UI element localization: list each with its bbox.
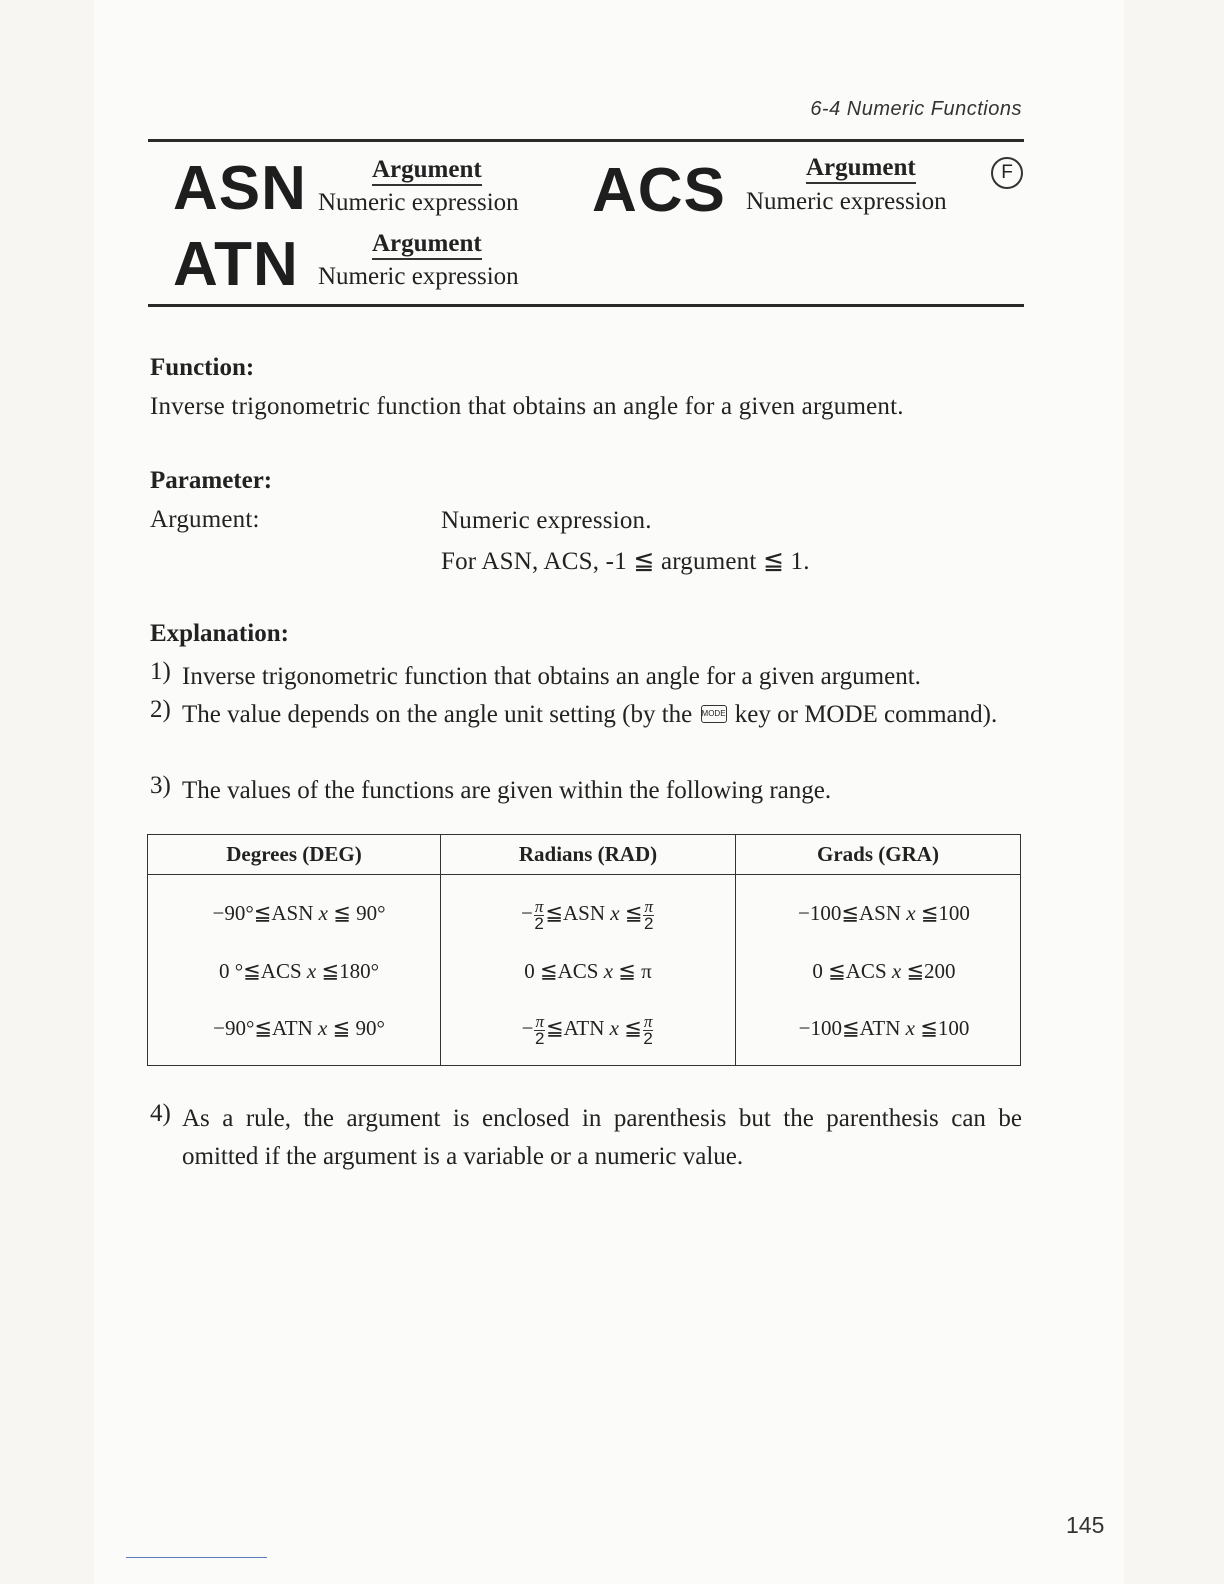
page-number: 145 (1066, 1512, 1105, 1538)
mode-f-badge-icon: F (991, 157, 1023, 189)
explanation-item-3 (150, 772, 1022, 810)
argument-label-acs: Argument (806, 154, 916, 181)
argument-desc-atn: Numeric expression (318, 263, 519, 290)
header-radians: Radians (RAD) (441, 835, 736, 875)
argument-label-atn: Argument (372, 230, 482, 257)
header-grads: Grads (GRA) (736, 835, 1021, 875)
header-rule-top (148, 139, 1024, 142)
argument-desc-asn: Numeric expression (318, 189, 519, 216)
explanation-heading: Explanation: (150, 620, 289, 647)
parameter-value-line2: For ASN, ACS, -1 ≦ argument ≦ 1. (441, 548, 810, 575)
item-number: 3) (150, 772, 171, 799)
radians-cell (441, 875, 736, 1066)
deg-asn-range: −90°≦ASN x ≦ 90° (212, 901, 386, 925)
item-number: 2) (150, 696, 171, 723)
parameter-label: Argument: (150, 506, 260, 533)
footer-line (126, 1557, 267, 1558)
function-text: Inverse trigonometric function that obtains an angle for a given argument. (150, 393, 904, 420)
deg-atn-range: −90°≦ATN x ≦ 90° (213, 1016, 385, 1040)
argument-desc-acs: Numeric expression (746, 188, 947, 215)
command-name-asn: ASN (173, 154, 307, 223)
gra-asn-range: −100≦ASN x ≦100 (798, 901, 970, 925)
function-heading: Function: (150, 354, 255, 381)
header-degrees: Degrees (DEG) (148, 835, 441, 875)
parameter-heading: Parameter: (150, 467, 273, 494)
item-number: 4) (150, 1100, 171, 1127)
parameter-value-line1: Numeric expression. (441, 507, 652, 534)
table-row (148, 875, 1021, 1066)
argument-label-asn: Argument (372, 156, 482, 183)
gra-atn-range: −100≦ATN x ≦100 (798, 1016, 970, 1040)
item-text: As a rule, the argument is enclosed in parenthesis but the parenthesis can be omitted if the argument is a variable or a numeric value. (182, 1105, 1022, 1170)
item-text: Inverse trigonometric function that obtains an angle for a given argument. (182, 663, 921, 690)
degrees-cell (148, 875, 441, 1066)
gra-acs-range: 0 ≦ACS x ≦200 (812, 958, 956, 983)
item-text-after-key: key or MODE command). (734, 701, 998, 728)
table-header-row (148, 835, 1021, 875)
explanation-item-2 (150, 696, 1022, 734)
grads-cell (736, 875, 1021, 1066)
deg-acs-range: 0 °≦ACS x ≦180° (219, 958, 379, 983)
range-table (147, 834, 1021, 1066)
rad-acs-range: 0 ≦ACS x ≦ π (524, 958, 652, 983)
rad-atn-range: − $\frac{\pi}{2}$ ≦ATN x ≦ $\frac{\pi}{2}$ (521, 1011, 653, 1048)
command-name-acs: ACS (592, 156, 726, 225)
explanation-item-1 (150, 658, 1022, 696)
header-rule-bottom (148, 304, 1024, 307)
mode-key-icon: MODE (701, 705, 727, 723)
item-text (182, 696, 1022, 734)
item-number: 1) (150, 658, 171, 685)
item-text: The values of the functions are given within the following range. (182, 777, 832, 804)
command-name-atn: ATN (173, 230, 299, 299)
explanation-item-4 (150, 1100, 1022, 1176)
section-header: 6-4 Numeric Functions (810, 98, 1022, 120)
rad-asn-range: − $\frac{\pi}{2}$ ≦ASN x ≦ $\frac{\pi}{2}$ (521, 896, 654, 933)
item-text-before-key: The value depends on the angle unit setting (by the (182, 701, 693, 728)
